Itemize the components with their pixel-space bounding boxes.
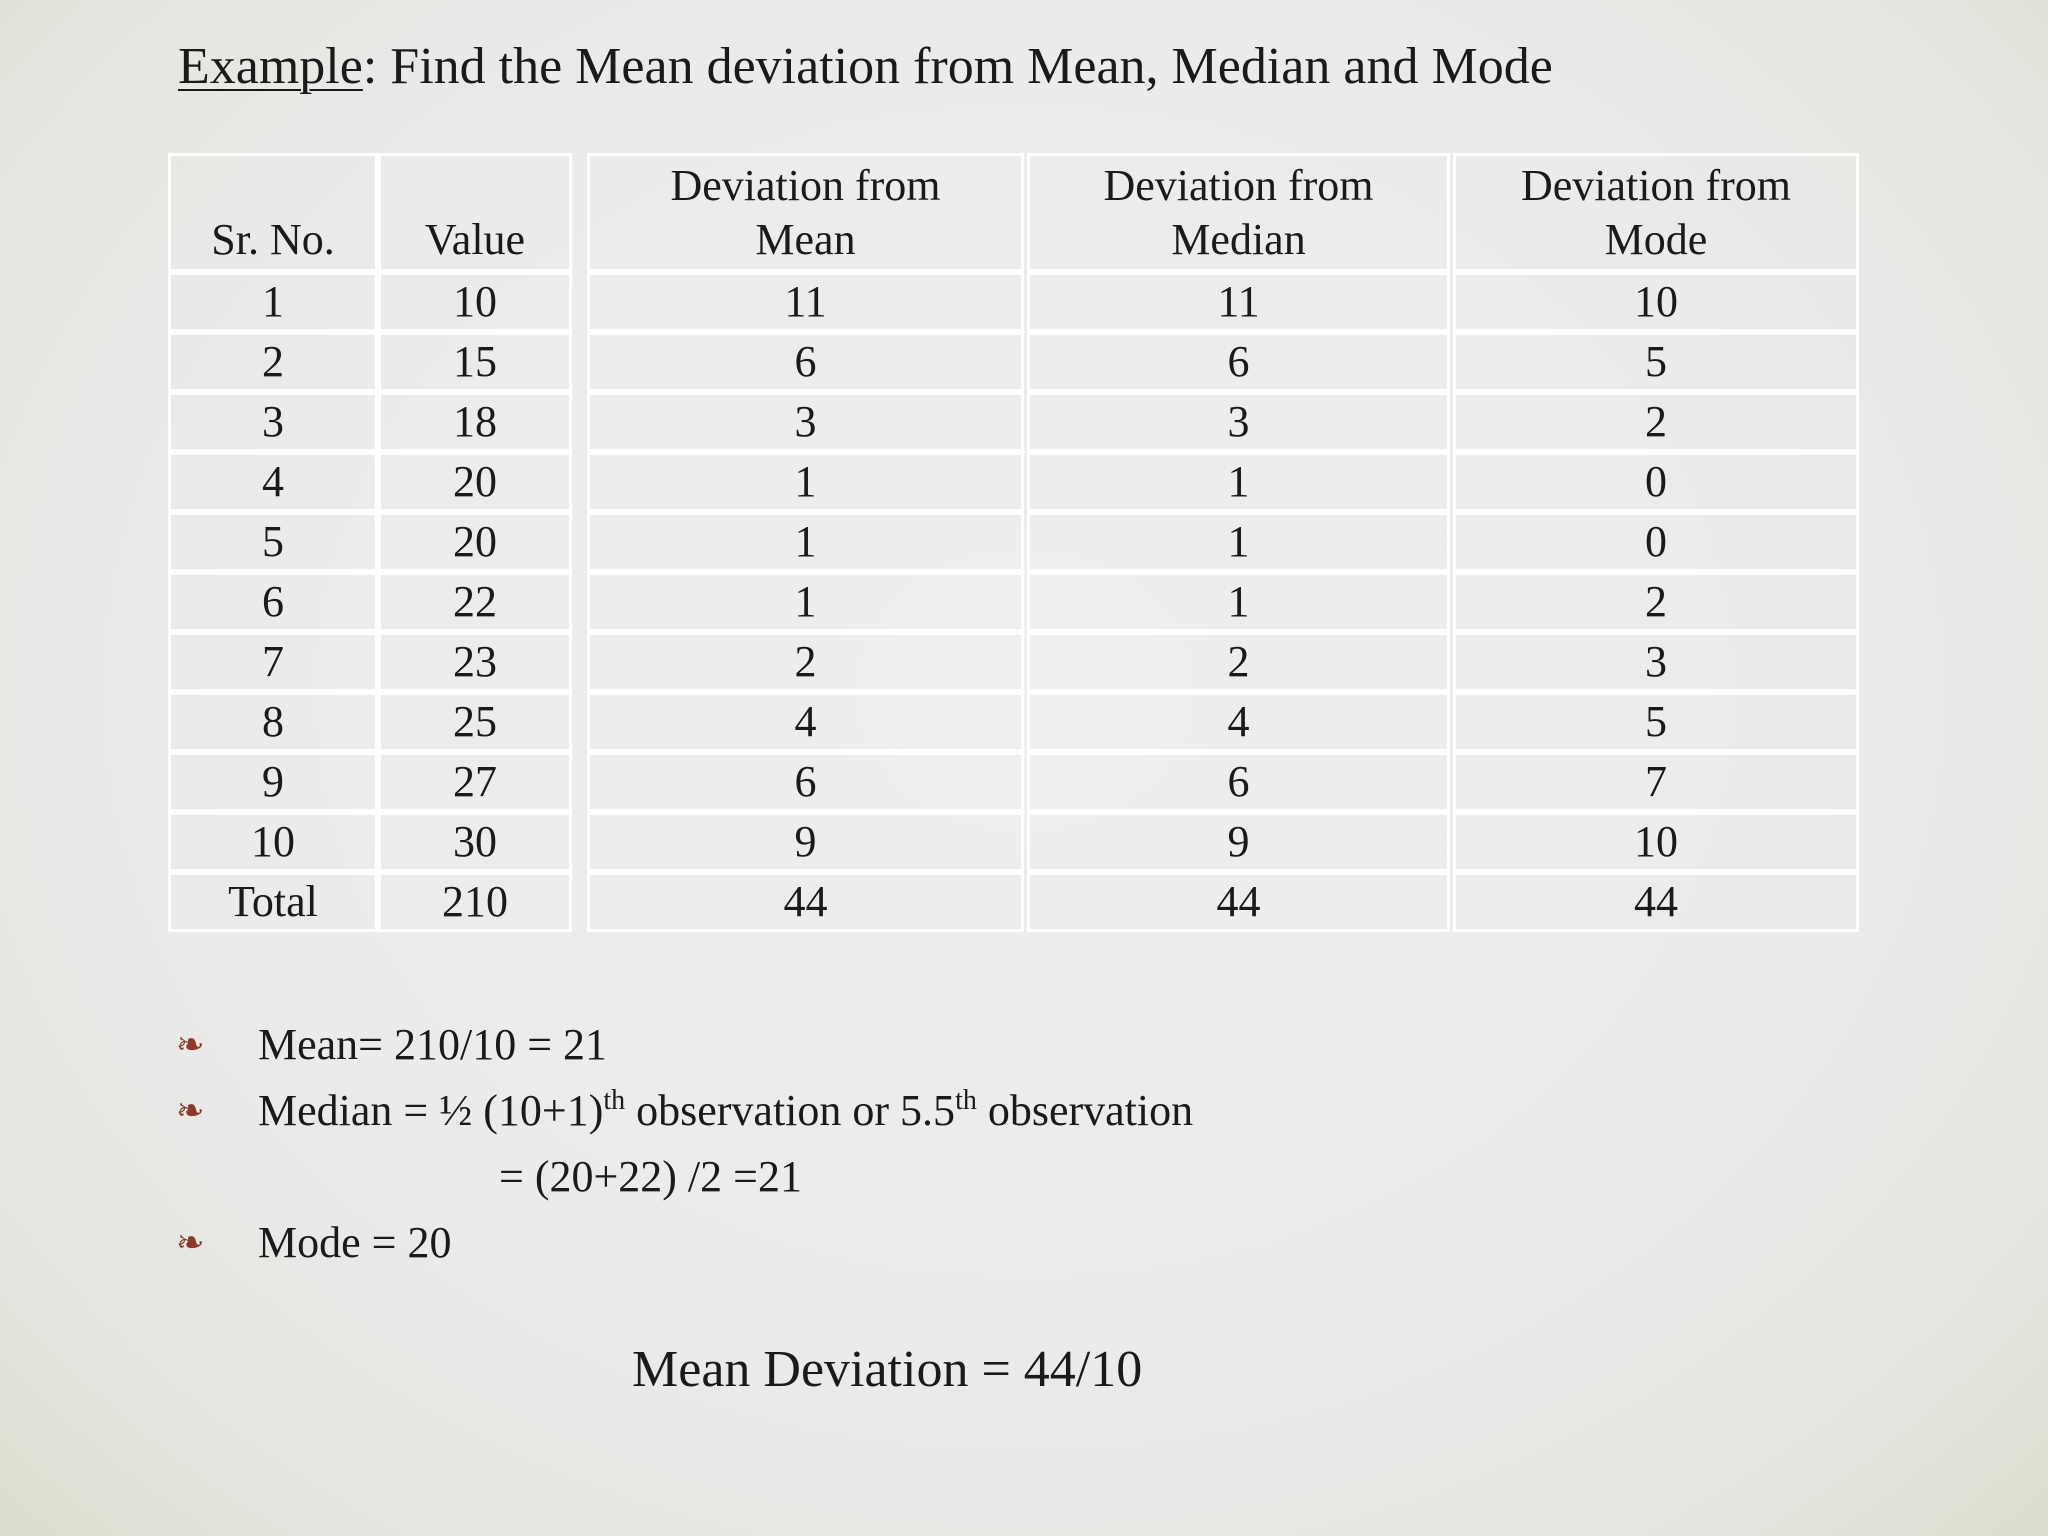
cell-deviation-mean: 11 bbox=[587, 272, 1024, 332]
cell-deviation-mode: 7 bbox=[1453, 752, 1859, 812]
cell-sr-no: Total bbox=[168, 872, 378, 932]
cell-value: 10 bbox=[378, 272, 572, 332]
mean-deviation-result: Mean Deviation = 44/10 bbox=[632, 1341, 1143, 1398]
cell-value: 23 bbox=[378, 632, 572, 692]
table-row bbox=[587, 632, 1859, 692]
cell-deviation-median: 6 bbox=[1027, 752, 1450, 812]
bullet-icon: ❧ bbox=[176, 1025, 205, 1065]
table-row bbox=[168, 812, 572, 872]
title-rest: : Find the Mean deviation from Mean, Median and Mode bbox=[362, 38, 1553, 95]
header-line: Deviation from bbox=[670, 161, 941, 210]
note-text: = (20+22) /2 =21 bbox=[499, 1152, 802, 1201]
cell-deviation-median: 6 bbox=[1027, 332, 1450, 392]
cell-deviation-mean: 6 bbox=[587, 332, 1024, 392]
cell-deviation-mode: 2 bbox=[1453, 392, 1859, 452]
bullet-icon: ❧ bbox=[176, 1223, 205, 1263]
table-row bbox=[168, 632, 572, 692]
cell-deviation-median: 3 bbox=[1027, 392, 1450, 452]
cell-deviation-median: 44 bbox=[1027, 872, 1450, 932]
cell-value: 20 bbox=[378, 452, 572, 512]
table-row bbox=[587, 392, 1859, 452]
cell-deviation-median: 1 bbox=[1027, 452, 1450, 512]
cell-deviation-median: 9 bbox=[1027, 812, 1450, 872]
cell-deviation-mean: 3 bbox=[587, 392, 1024, 452]
cell-deviation-mode: 5 bbox=[1453, 332, 1859, 392]
note-text: Mean= 210/10 = 21 bbox=[258, 1020, 608, 1069]
cell-deviation-mean: 9 bbox=[587, 812, 1024, 872]
cell-value: 30 bbox=[378, 812, 572, 872]
median-superscript: th bbox=[603, 1085, 626, 1116]
median-part: observation or 5.5 bbox=[625, 1086, 956, 1135]
cell-value: 27 bbox=[378, 752, 572, 812]
table-row bbox=[587, 752, 1859, 812]
cell-deviation-mode: 3 bbox=[1453, 632, 1859, 692]
cell-value: 22 bbox=[378, 572, 572, 632]
table-header-row bbox=[168, 153, 572, 272]
note-text bbox=[258, 1078, 1193, 1144]
cell-sr-no: 5 bbox=[168, 512, 378, 572]
cell-sr-no: 1 bbox=[168, 272, 378, 332]
cell-deviation-mean: 1 bbox=[587, 572, 1024, 632]
cell-deviation-mean: 4 bbox=[587, 692, 1024, 752]
cell-deviation-mode: 5 bbox=[1453, 692, 1859, 752]
cell-deviation-mode: 10 bbox=[1453, 272, 1859, 332]
header-line: Deviation from bbox=[1520, 161, 1792, 210]
table-row bbox=[168, 872, 572, 932]
table-sr-value bbox=[168, 153, 572, 932]
cell-sr-no: 10 bbox=[168, 812, 378, 872]
table-row bbox=[168, 512, 572, 572]
cell-deviation-mode: 44 bbox=[1453, 872, 1859, 932]
header-line: Deviation from bbox=[1103, 161, 1374, 210]
table-row bbox=[587, 872, 1859, 932]
cell-sr-no: 3 bbox=[168, 392, 378, 452]
table-row bbox=[168, 392, 572, 452]
cell-deviation-mode: 0 bbox=[1453, 452, 1859, 512]
cell-sr-no: 7 bbox=[168, 632, 378, 692]
cell-sr-no: 2 bbox=[168, 332, 378, 392]
table-row bbox=[587, 572, 1859, 632]
cell-deviation-median: 1 bbox=[1027, 572, 1450, 632]
cell-value: 210 bbox=[378, 872, 572, 932]
table-row bbox=[168, 572, 572, 632]
cell-deviation-mean: 1 bbox=[587, 512, 1024, 572]
header-deviation-median bbox=[1027, 153, 1450, 272]
cell-deviation-mode: 10 bbox=[1453, 812, 1859, 872]
cell-deviation-median: 1 bbox=[1027, 512, 1450, 572]
title-lead: Example bbox=[178, 38, 363, 95]
median-part: Median = ½ (10+1) bbox=[258, 1086, 604, 1135]
bullet-icon: ❧ bbox=[176, 1091, 205, 1131]
note-text: Mode = 20 bbox=[258, 1218, 452, 1267]
cell-value: 20 bbox=[378, 512, 572, 572]
cell-sr-no: 9 bbox=[168, 752, 378, 812]
table-row bbox=[587, 512, 1859, 572]
table-row bbox=[168, 452, 572, 512]
cell-deviation-mean: 1 bbox=[587, 452, 1024, 512]
slide-title bbox=[178, 32, 1553, 102]
cell-deviation-mean: 44 bbox=[587, 872, 1024, 932]
table-header-row bbox=[587, 153, 1859, 272]
cell-value: 25 bbox=[378, 692, 572, 752]
header-line: Mode bbox=[1604, 215, 1708, 264]
cell-deviation-median: 4 bbox=[1027, 692, 1450, 752]
table-deviations bbox=[587, 153, 1859, 932]
cell-deviation-median: 11 bbox=[1027, 272, 1450, 332]
table-row bbox=[587, 332, 1859, 392]
cell-deviation-mean: 6 bbox=[587, 752, 1024, 812]
table-row bbox=[587, 272, 1859, 332]
cell-sr-no: 8 bbox=[168, 692, 378, 752]
cell-sr-no: 6 bbox=[168, 572, 378, 632]
cell-value: 15 bbox=[378, 332, 572, 392]
table-row bbox=[587, 452, 1859, 512]
cell-sr-no: 4 bbox=[168, 452, 378, 512]
cell-deviation-mean: 2 bbox=[587, 632, 1024, 692]
table-row bbox=[168, 692, 572, 752]
table-row bbox=[587, 812, 1859, 872]
header-line: Mean bbox=[755, 215, 856, 264]
table-row bbox=[168, 752, 572, 812]
header-sr-no: Sr. No. bbox=[168, 153, 378, 272]
header-deviation-mean bbox=[587, 153, 1024, 272]
table-row bbox=[168, 332, 572, 392]
table-row bbox=[168, 272, 572, 332]
header-value: Value bbox=[378, 153, 572, 272]
cell-value: 18 bbox=[378, 392, 572, 452]
cell-deviation-mode: 2 bbox=[1453, 572, 1859, 632]
cell-deviation-median: 2 bbox=[1027, 632, 1450, 692]
median-part: observation bbox=[976, 1086, 1194, 1135]
cell-deviation-mode: 0 bbox=[1453, 512, 1859, 572]
median-superscript: th bbox=[955, 1085, 977, 1116]
header-line: Median bbox=[1171, 215, 1306, 264]
table-row bbox=[587, 692, 1859, 752]
header-deviation-mode bbox=[1453, 153, 1859, 272]
